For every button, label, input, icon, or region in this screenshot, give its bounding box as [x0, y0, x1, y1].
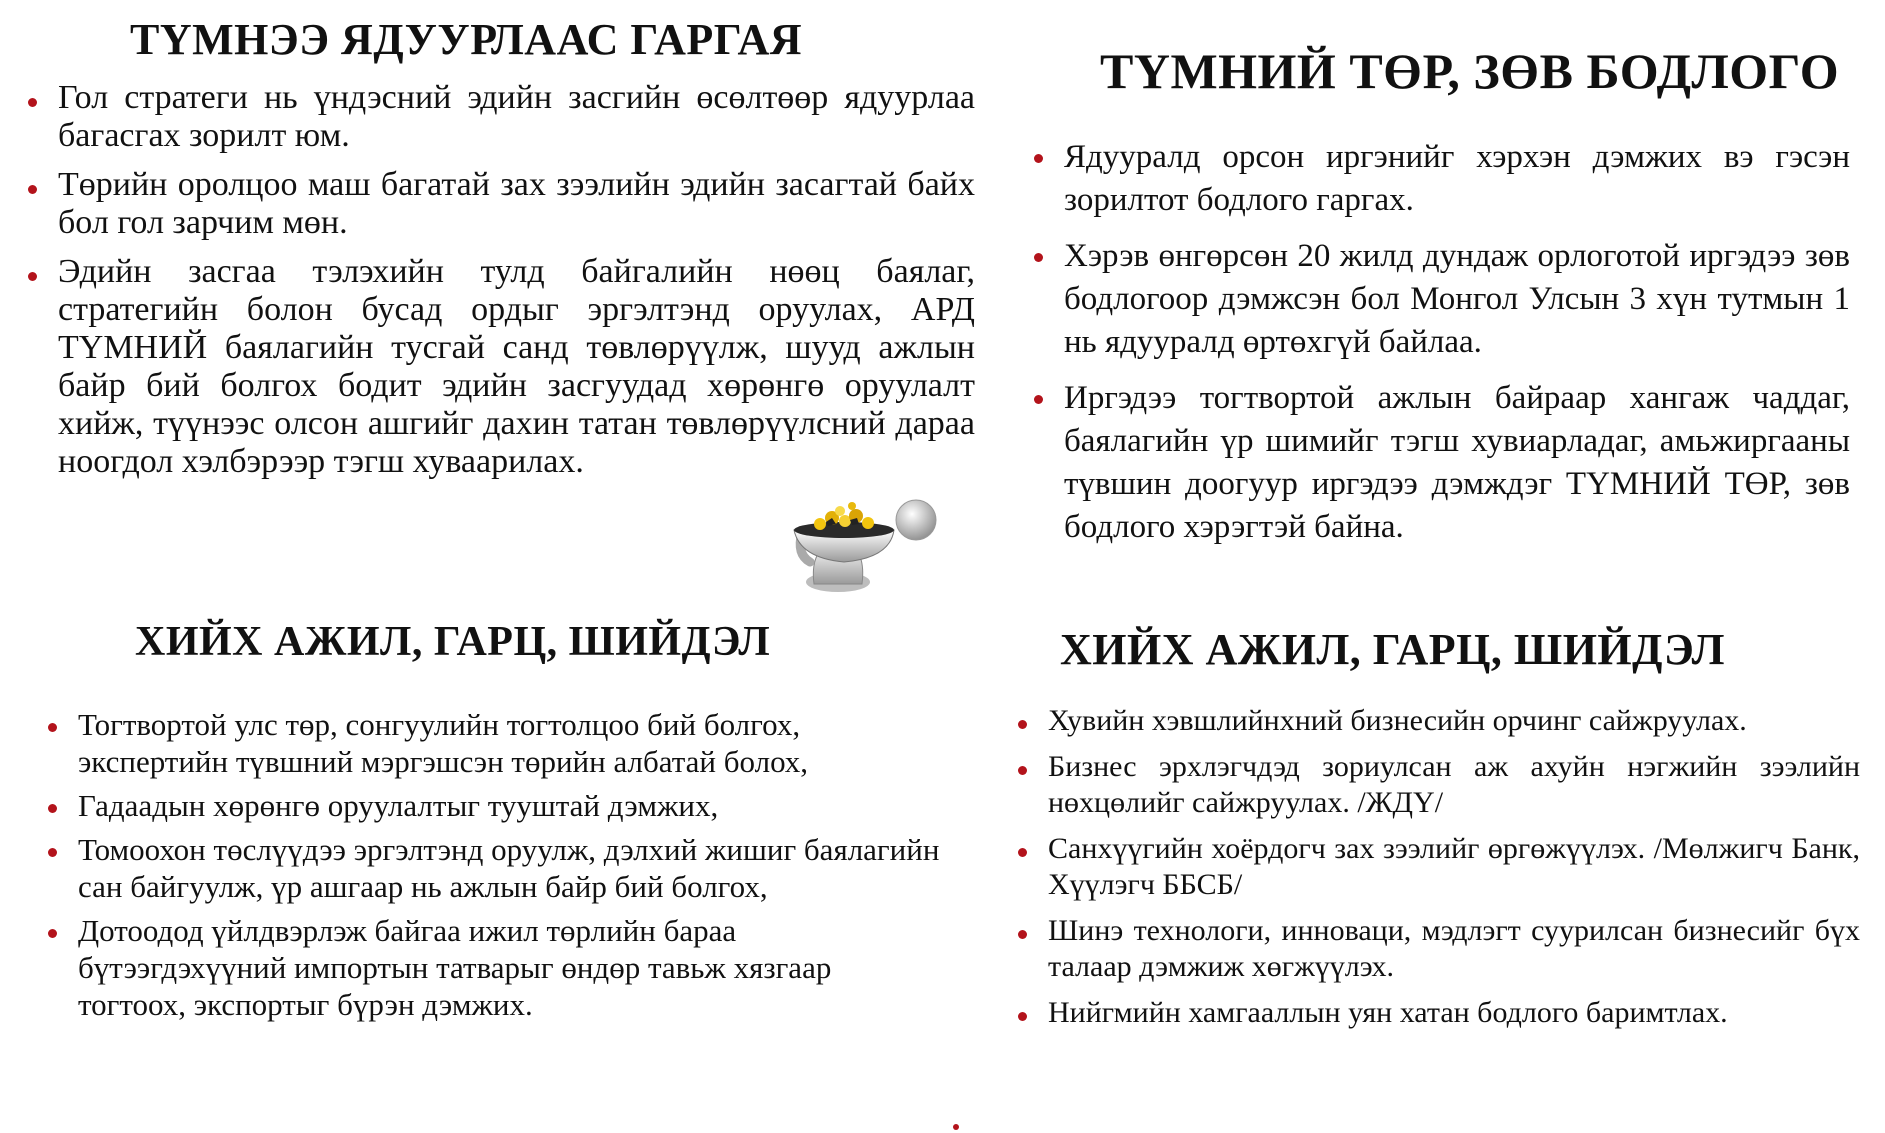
decorative-red-mark: [953, 1124, 959, 1130]
list-item: Санхүүгийн хоёрдогч зах зээлийг өргөжүүлэх. /Мөлжигч Банк, Хүүлэгч ББСБ/: [1048, 831, 1860, 903]
bullet-dot-icon: [48, 723, 57, 732]
bullet-dot-icon: [1018, 1012, 1027, 1021]
panel-actions-solutions-right: [1010, 624, 1860, 1041]
bullet-dot-icon: [1034, 154, 1043, 163]
panel-peoples-state: [1030, 42, 1850, 562]
list-item: Хувийн хэвшлийнхний бизнесийн орчинг сайжруулах.: [1048, 703, 1860, 739]
panel-title: ТҮМНЭЭ ЯДУУРЛААС ГАРГАЯ: [130, 15, 803, 64]
bullet-dot-icon: [1018, 930, 1027, 939]
panel-title: ТҮМНИЙ ТӨР, ЗӨВ БОДЛОГО: [1100, 43, 1840, 99]
bullet-dot-icon: [28, 185, 37, 194]
panel-title: ХИЙХ АЖИЛ, ГАРЦ, ШИЙДЭЛ: [1060, 625, 1725, 674]
bullet-list: [1030, 136, 1850, 549]
bullet-dot-icon: [1034, 253, 1043, 262]
list-item: Нийгмийн хамгааллын уян хатан бодлого баримтлах.: [1048, 995, 1860, 1031]
bullet-list: [1010, 703, 1860, 1031]
panel-title: ХИЙХ АЖИЛ, ГАРЦ, ШИЙДЭЛ: [135, 619, 771, 665]
list-item: Гадаадын хөрөнгө оруулалтыг тууштай дэмжих,: [78, 787, 945, 824]
list-item: Төрийн оролцоо маш багатай зах зээлийн эдийн засагтай байх бол гол зарчим мөн.: [58, 166, 975, 242]
list-item: Эдийн засгаа тэлэхийн тулд байгалийн нөөц баялаг, стратегийн болон бусад ордыг эргэлтэнд оруулах, АРД ТҮМНИЙ баялагийн тусгай санд төвлөрүүлж, шууд ажлын байр бий болгох бодит эдийн засгуудад хөрөнгө оруулалт хийж, түүнээс олсон ашгийг дахин татан төвлөрүүлсний дараа ноогдол хэлбэрээр тэгш хуваарилах.: [58, 253, 975, 481]
list-item: Шинэ технологи, инноваци, мэдлэгт суурилсан бизнесийг бүх талаар дэмжиж хөгжүүлэх.: [1048, 913, 1860, 985]
bullet-dot-icon: [1018, 848, 1027, 857]
bullet-dot-icon: [1018, 720, 1027, 729]
bullet-dot-icon: [28, 272, 37, 281]
list-item: Дотоодод үйлдвэрлэж байгаа ижил төрлийн бараа бүтээгдэхүүний импортын татварыг өндөр тавьж хязгаар тогтоох, экспортыг бүрэн дэмжих.: [78, 912, 945, 1023]
bullet-dot-icon: [28, 98, 37, 107]
list-item: Хэрэв өнгөрсөн 20 жилд дундаж орлоготой иргэдээ зөв бодлогоор дэмжсэн бол Монгол Улсын 3 хүн тутмын 1 нь ядууралд өртөхгүй байлаа.: [1064, 235, 1850, 364]
list-item: Бизнес эрхлэгчдэд зориулсан аж ахуйн нэгжийн зээлийн нөхцөлийг сайжруулах. /ЖДҮ/: [1048, 749, 1860, 821]
bullet-dot-icon: [1034, 395, 1043, 404]
bowl-of-gold-icon: [790, 492, 945, 592]
bullet-list: [40, 706, 945, 1023]
panel-actions-solutions-left: [40, 618, 945, 1030]
bullet-dot-icon: [48, 848, 57, 857]
list-item: Иргэдээ тогтвортой ажлын байраар хангаж чаддаг, баялагийн үр шимийг тэгш хувиарладаг, амьжиргааны түвшин доогуур иргэдээ дэмждэг ТҮМНИЙ ТӨР, зөв бодлого хэрэгтэй байна.: [1064, 377, 1850, 549]
panel-poverty-reduction: [20, 14, 975, 492]
bullet-dot-icon: [48, 929, 57, 938]
list-item: Томоохон төслүүдээ эргэлтэнд оруулж, дэлхий жишиг баялагийн сан байгуулж, үр ашгаар нь ажлын байр бий болгох,: [78, 831, 945, 905]
bullet-list: [20, 79, 975, 481]
list-item: Гол стратеги нь үндэсний эдийн засгийн өсөлтөөр ядуурлаа багасгах зорилт юм.: [58, 79, 975, 155]
list-item: Тогтвортой улс төр, сонгуулийн тогтолцоо бий болгох, экспертийн түвшний мэргэшсэн төрийн албатай болох,: [78, 706, 945, 780]
bullet-dot-icon: [1018, 766, 1027, 775]
list-item: Ядууралд орсон иргэнийг хэрхэн дэмжих вэ гэсэн зорилтот бодлого гаргах.: [1064, 136, 1850, 222]
bullet-dot-icon: [48, 804, 57, 813]
